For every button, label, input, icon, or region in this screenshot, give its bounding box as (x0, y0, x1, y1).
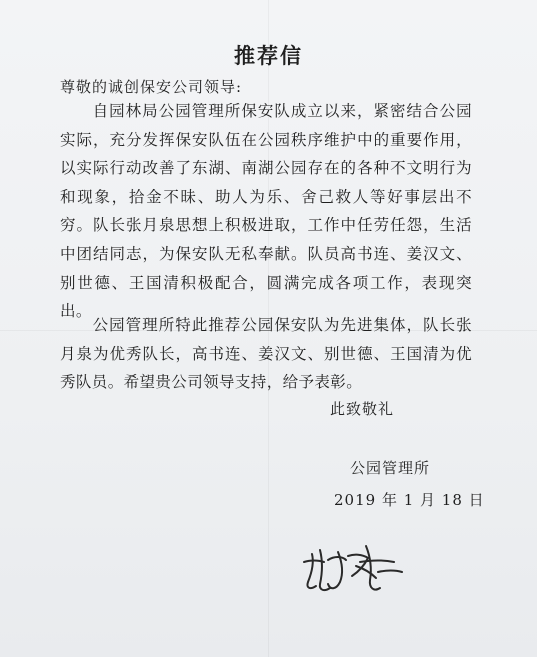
letter-closing: 此致敬礼 (330, 400, 395, 418)
letter-title: 推荐信 (234, 44, 303, 68)
paragraph-1-text: 自园林局公园管理所保安队成立以来，紧密结合公园实际，充分发挥保安队伍在公园秩序维护中的重要作用，以实际行动改善了东湖、南湖公园存在的各种不文明行为和现象，拾金不昧、助人为乐、舍己救人等好事层出不穷。队长张月泉思想上积极进取，工作中任劳任怨，生活中团结同志，为保安队无私奉献。队员高书连、姜汉文、别世德、王国清积极配合，圆满完成各项工作，表现突出。 (60, 102, 472, 321)
paragraph-2-text: 公园管理所特此推荐公园保安队为先进集体，队长张月泉为优秀队长，高书连、姜汉文、别世德、王国清为优秀队员。希望贵公司领导支持，给予表彰。 (60, 316, 472, 392)
letter-salutation: 尊敬的诚创保安公司领导: (60, 78, 243, 96)
letter-paragraph-2 (60, 311, 472, 397)
letter-paragraph-1 (60, 97, 472, 326)
signatory-organization: 公园管理所 (350, 459, 431, 477)
handwritten-signature (290, 532, 430, 602)
letter-date: 2019 年 1 月 18 日 (334, 491, 485, 509)
